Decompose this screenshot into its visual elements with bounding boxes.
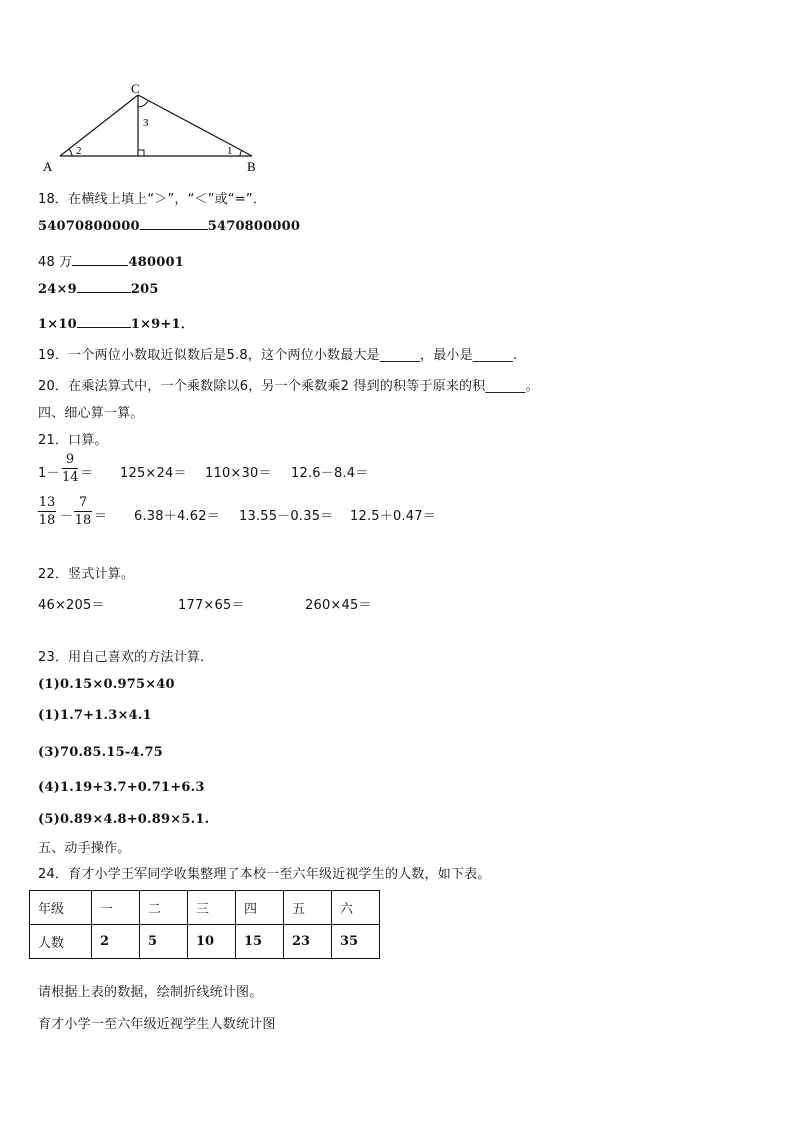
q18-item-1-blank[interactable] <box>140 229 208 230</box>
q21-title: 21．口算。 <box>38 433 108 448</box>
q21-row2-item-2: 13.55－0.35＝ <box>239 509 334 524</box>
q21-row2-eq: ＝ <box>94 509 108 524</box>
section-4-heading: 四、细心算一算。 <box>38 406 144 421</box>
q18-item-3-right: 205 <box>130 282 159 297</box>
q23-title: 23．用自己喜欢的方法计算． <box>38 650 214 665</box>
angle-1-label: 1 <box>227 145 233 157</box>
section-5-heading: 五、动手操作。 <box>38 841 131 856</box>
table-cell: 15 <box>236 925 284 959</box>
fraction-bar <box>62 468 78 469</box>
q18-item-2-right: 480001 <box>128 255 184 270</box>
angle-2-label: 2 <box>76 145 82 157</box>
myopia-table <box>29 890 380 959</box>
q18-item-3 <box>38 282 159 297</box>
table-row <box>30 925 380 959</box>
side-cb <box>138 95 252 156</box>
q21-row2-fraction-2 <box>74 495 92 528</box>
angle-arc-1 <box>240 150 242 156</box>
q21-row1-item-1: 125×24＝ <box>120 466 187 481</box>
q23-item-1: (1)0.15×0.975×40 <box>38 677 175 692</box>
table-cell: 2 <box>92 925 140 959</box>
q21-row1-item-3: 12.6－8.4＝ <box>291 466 369 481</box>
vertex-b-label: B <box>247 159 256 174</box>
q23-item-3: (3)70.85.15-4.75 <box>38 745 163 760</box>
q18-item-1-left: 54070800000 <box>38 219 140 234</box>
q21-row1-fraction <box>62 452 78 485</box>
fraction-numerator: 13 <box>38 495 56 510</box>
q20-text: 20．在乘法算式中，一个乘数除以6，另一个乘数乘2 得到的积等于原来的积______。 <box>38 379 539 394</box>
fraction-numerator: 7 <box>78 495 88 510</box>
table-header-cell: 三 <box>188 891 236 925</box>
table-header-cell: 一 <box>92 891 140 925</box>
angle-arc-3 <box>138 101 148 107</box>
table-header-cell: 四 <box>236 891 284 925</box>
vertex-c-label: C <box>131 81 140 96</box>
q18-item-1-right: 5470800000 <box>207 219 301 234</box>
angle-arc-2 <box>69 149 72 156</box>
q21-row1-eq: ＝ <box>80 466 94 481</box>
q18-item-1 <box>38 219 300 234</box>
table-cell: 人数 <box>30 925 92 959</box>
q18-item-2 <box>38 251 184 270</box>
fraction-numerator: 9 <box>65 452 75 467</box>
q22-title: 22．竖式计算。 <box>38 567 135 582</box>
table-cell: 23 <box>284 925 332 959</box>
table-header-cell: 五 <box>284 891 332 925</box>
side-ac <box>60 95 138 156</box>
q22-item-1: 46×205＝ <box>38 598 105 613</box>
table-header-cell: 年级 <box>30 891 92 925</box>
q23-item-5: (5)0.89×4.8+0.89×5.1. <box>38 812 210 827</box>
q23-item-2: (1)1.7+1.3×4.1 <box>38 708 152 723</box>
q24-instruction: 请根据上表的数据，绘制折线统计图。 <box>38 985 263 1000</box>
q18-item-2-left: 48 万 <box>38 255 73 270</box>
triangle-figure <box>40 80 270 176</box>
q18-item-3-blank[interactable] <box>77 292 131 293</box>
q23-item-4: (4)1.19+3.7+0.71+6.3 <box>38 780 205 795</box>
table-cell: 10 <box>188 925 236 959</box>
fraction-denominator: 18 <box>74 513 92 528</box>
q22-item-2: 177×65＝ <box>178 598 245 613</box>
q21-row2-item-1: 6.38＋4.62＝ <box>134 509 220 524</box>
fraction-denominator: 14 <box>62 470 79 485</box>
right-angle-mark <box>138 150 144 156</box>
table-header-cell: 六 <box>332 891 380 925</box>
q18-item-4-blank[interactable] <box>77 327 131 328</box>
q21-row2-fraction-1 <box>38 495 56 528</box>
vertex-a-label: A <box>43 159 53 174</box>
q18-item-4-left: 1×10 <box>38 317 77 332</box>
q18-item-4 <box>38 313 194 332</box>
q22-item-3: 260×45＝ <box>305 598 372 613</box>
table-row <box>30 891 380 925</box>
q18-item-4-right: 1×9+1． <box>130 317 194 332</box>
q18-item-3-left: 24×9 <box>38 282 77 297</box>
q21-row2-minus: － <box>60 509 74 524</box>
fraction-bar <box>74 511 92 512</box>
table-header-cell: 二 <box>140 891 188 925</box>
table-cell: 35 <box>332 925 380 959</box>
q18-item-2-blank[interactable] <box>72 265 128 266</box>
table-cell: 5 <box>140 925 188 959</box>
fraction-bar <box>38 511 56 512</box>
q21-row1-lead: 1－ <box>38 466 60 481</box>
q21-row2-item-3: 12.5＋0.47＝ <box>350 509 436 524</box>
angle-3-label: 3 <box>143 117 149 129</box>
q21-row1-item-2: 110×30＝ <box>205 466 272 481</box>
q19-text: 19．一个两位小数取近似数后是5.8，这个两位小数最大是______，最小是______. <box>38 348 518 363</box>
fraction-denominator: 18 <box>38 513 56 528</box>
q24-title: 24．育才小学王军同学收集整理了本校一至六年级近视学生的人数，如下表。 <box>38 867 491 882</box>
q24-chart-title: 育才小学一至六年级近视学生人数统计图 <box>38 1017 276 1032</box>
q18-title: 18．在横线上填上“＞”，“＜”或“=”． <box>38 192 267 207</box>
